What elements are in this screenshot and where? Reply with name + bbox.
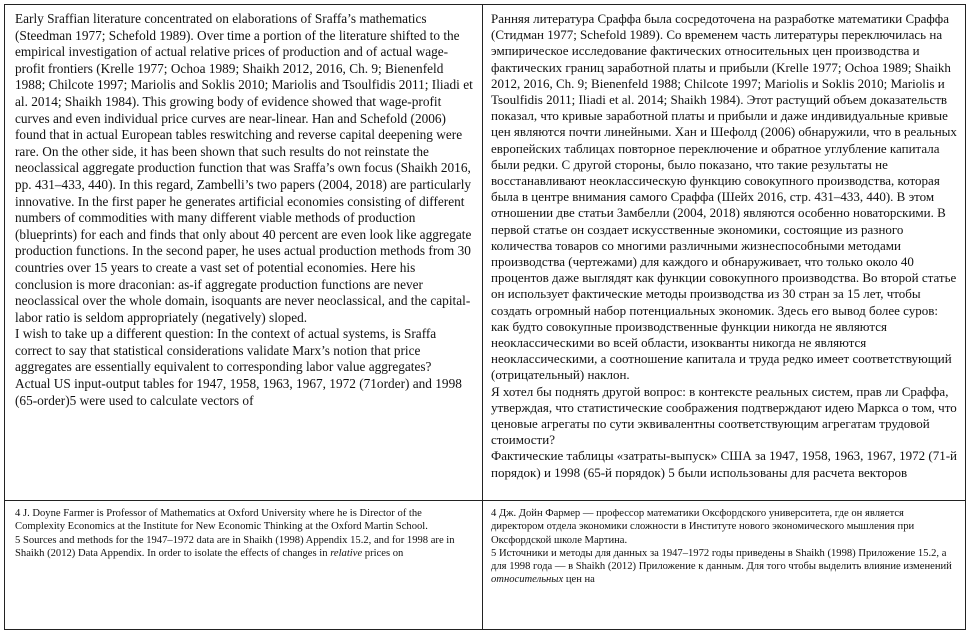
russian-footnotes [483,501,965,587]
russian-body [483,5,965,481]
english-body [5,5,482,409]
footnote-italic-text: relative [330,547,363,559]
footnote-text: 5 Источники и методы для данных за 1947–1972 годы приведены в Shaikh (1998) Приложение 15.2, а для 1998 года — в Shaikh (2012) Приложение к данным. Для того чтобы выделить влияние изменений [491,547,952,573]
footnote-row [5,501,966,630]
russian-paragraph: Фактические таблицы «затраты-выпуск» США за 1947, 1958, 1963, 1967, 1972 (71-й порядок) и 1998 (65-й порядок) 5 были использованы для расчета векторов [491,448,958,480]
english-footnotes [5,501,482,560]
russian-footnote-4: 4 Дж. Дойн Фармер — профессор математики Оксфордского университета, где он является директором отдела экономики сложности в Институте нового экономического мышления при Оксфордской школе Мартина. [491,508,915,546]
russian-footnote-5 [491,547,957,587]
document-page [4,4,965,631]
footnote-text: цен на [563,574,595,586]
footnote-text: 5 Sources and methods for the 1947–1972 data are in Shaikh (1998) Appendix 15.2, and for 1998 are in Shaikh (2012) Data Appendix. In order to isolate the effects of changes in [15,534,455,559]
english-paragraph: Early Sraffian literature concentrated on elaborations of Sraffa’s mathematics (Steedman 1977; Schefold 1989). Over time a portion of the literature shifted to the empirical investigation of actual relative prices of production and of actual wage-profit frontiers (Krelle 1977; Ochoa 1989; Shaikh 2012, 2016, Ch. 9; Bienenfeld 1988; Chilcote 1997; Mariolis and Soklis 2010; Mariolis and Tsoulfidis 2011; Iliadi et al. 2014; Shaikh 1984). This growing body of evidence showed that wage-profit curves and even individual price curves are near-linear. Han and Schefold (2006) found that in actual European tables reswitching and reverse capital deepening were rare. On the other side, it has been shown that such results do not reinstate the neoclassical aggregate production function that was Sraffa’s own focus (Shaikh 2016, pp. 431–433, 440). In this regard, Zambelli’s two papers (2004, 2018) are particularly innovative. In the first paper he generates artificial economies consisting of different numbers of commodities with many different viable methods of production (blueprints) for each and finds that only about 40 percent are even look like aggregate production functions. In the second paper, he uses actual production methods from 30 countries over 15 years to create a vast set of potential economies. Here his conclusion is more draconian: as-if aggregate production functions are never neoclassical over the whole domain, isoquants are never neoclassical, and the capital-labor ratio is seldom appropriately (negatively) sloped. [15,11,473,325]
russian-paragraph: Я хотел бы поднять другой вопрос: в контексте реальных систем, прав ли Сраффа, утверждая, что статистические соображения подтверждают идею Маркса о том, что ценовые агрегаты по сути эквивалентны соответствующим агрегатам трудовой стоимости? [491,383,957,448]
english-paragraph: I wish to take up a different question: In the context of actual systems, is Sraffa correct to say that statistical considerations validate Marx’s notion that price aggregates are essentially equivalent to corresponding labor value aggregates? [15,326,437,375]
russian-paragraph: Ранняя литература Сраффа была сосредоточена на разработке математики Сраффа (Стидман 1977; Schefold 1989). Со временем часть литературы переключилась на эмпирическое исследование фактических относительных цен производства и фактических границ заработной платы и прибыли (Krelle 1977; Ochoa 1989; Shaikh 2012, 2016, Ch. 9; Bienenfeld 1988; Chilcote 1997; Mariolis и Soklis 2010; Mariolis и Tsoulfidis 2011; Iliadi et al. 2014; Shaikh 1984). Этот растущий объем доказательств показал, что кривые заработной платы и прибыли и даже индивидуальные кривые цен являются почти линейными. Хан и Шефолд (2006) обнаружили, что в реальных европейских таблицах повторное переключение и обратное углубление капитала были редки. С другой стороны, было показано, что такие результаты не восстанавливают неоклассическую функцию совокупного производства, которая была в центре внимания самого Сраффа (Шейх 2016, стр. 431–433, 440). В этом отношении две статьи Замбелли (2004, 2018) являются особенно новаторскими. В первой статье он создает искусственные экономики, состоящие из разного количества товаров со многими различными жизнеспособными методами производства (чертежами) для каждого и обнаруживает, что только около 40 процентов даже выглядят как функции совокупного производства. Во второй статье он использует фактические методы производства из 30 стран за 15 лет, чтобы создать огромный набор потенциальных экономик. Здесь его вывод более суров: как будто совокупные производственные функции никогда не являются неоклассическими во всей области, изокванты никогда не являются неоклассическими, а соотношение капитала и труда редко имеет соответствующий (отрицательный) наклон. [491,11,957,383]
english-text-cell [5,5,483,501]
english-footnote-5 [15,534,474,561]
english-footnote-4: 4 J. Doyne Farmer is Professor of Mathematics at Oxford University where he is Director of the Complexity Economics at the Institute for New Economic Thinking at the Oxford Martin School. [15,508,428,533]
translation-table [4,4,966,630]
footnote-italic-text: относительных [491,574,564,586]
footnote-text: prices on [362,547,404,559]
russian-footnote-cell [483,501,966,630]
english-paragraph: Actual US input-output tables for 1947, 1958, 1963, 1967, 1972 (71order) and 1998 (65-order)5 were used to calculate vectors of [15,376,462,408]
english-footnote-cell [5,501,483,630]
russian-text-cell [483,5,966,501]
main-text-row [5,5,966,501]
